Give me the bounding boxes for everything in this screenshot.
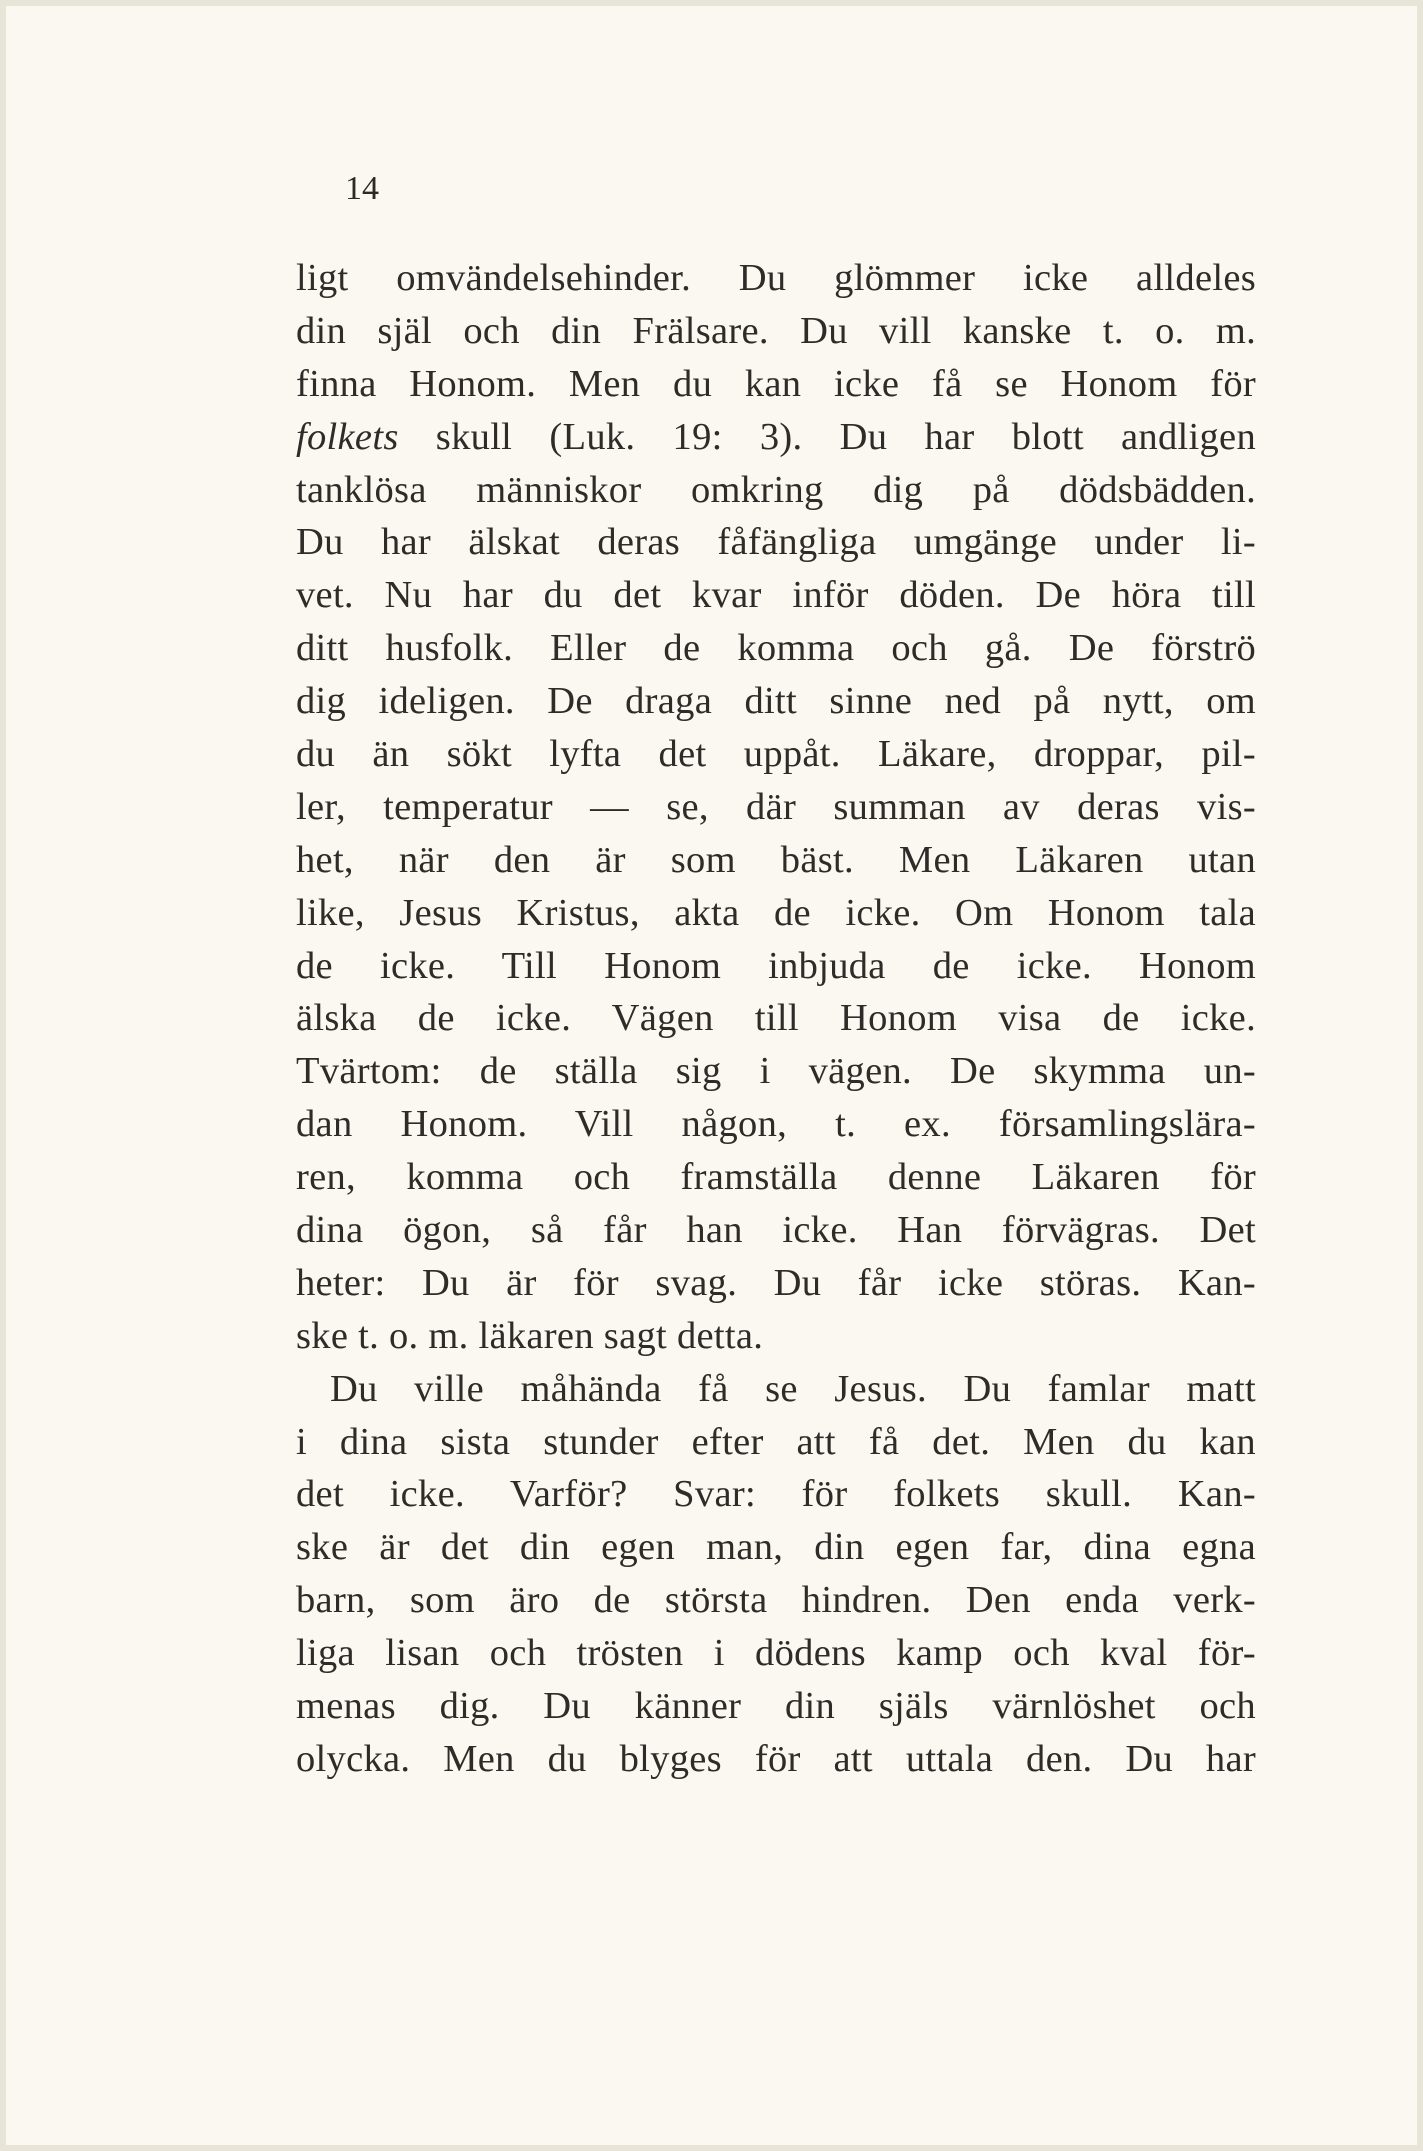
text-line: älska de icke. Vägen till Honom visa de icke. xyxy=(296,997,1256,1040)
text-line: ske är det din egen man, din egen far, dina egna xyxy=(296,1526,1256,1569)
text-line: ren, komma och framställa denne Läkaren för xyxy=(296,1156,1256,1199)
text-line: finna Honom. Men du kan icke få se Honom för xyxy=(296,362,1256,405)
text-line: menas dig. Du känner din själs värnlöshet och xyxy=(296,1685,1256,1728)
italic-word: folkets xyxy=(296,415,399,458)
body-text xyxy=(296,252,1256,1786)
text-line: dina ögon, så får han icke. Han förvägras. Det xyxy=(296,1209,1256,1252)
text-line: tanklösa människor omkring dig på dödsbädden. xyxy=(296,468,1256,511)
text-line: dan Honom. Vill någon, t. ex. församlingslära- xyxy=(296,1103,1256,1146)
text-line: barn, som äro de största hindren. Den enda verk- xyxy=(296,1579,1256,1622)
text-line: olycka. Men du blyges för att uttala den. Du har xyxy=(296,1737,1256,1780)
text-line: ditt husfolk. Eller de komma och gå. De förströ xyxy=(296,627,1256,670)
text-line: liga lisan och trösten i dödens kamp och kval för- xyxy=(296,1632,1256,1675)
text-line: i dina sista stunder efter att få det. Men du kan xyxy=(296,1420,1256,1463)
text-line: ligt omvändelsehinder. Du glömmer icke alldeles xyxy=(296,257,1256,299)
text-line: din själ och din Frälsare. Du vill kanske t. o. m. xyxy=(296,309,1256,352)
text-line: het, när den är som bäst. Men Läkaren utan xyxy=(296,838,1256,881)
text-line: heter: Du är för svag. Du får icke störas. Kan- xyxy=(296,1261,1256,1304)
text-line xyxy=(296,411,1256,464)
text-line: Tvärtom: de ställa sig i vägen. De skymma un- xyxy=(296,1050,1256,1093)
text-line: det icke. Varför? Svar: för folkets skull. Kan- xyxy=(296,1473,1256,1516)
text-line: ler, temperatur — se, där summan av deras vis- xyxy=(296,785,1256,828)
text-line: de icke. Till Honom inbjuda de icke. Honom xyxy=(296,944,1256,987)
text-line: dig ideligen. De draga ditt sinne ned på nytt, om xyxy=(296,680,1256,723)
text-line: ske t. o. m. läkaren sagt detta. xyxy=(296,1314,764,1357)
text-line: Du har älskat deras fåfängliga umgänge under li- xyxy=(296,521,1256,564)
text-fragment: skull (Luk. 19: 3). Du har blott andligen xyxy=(398,415,1256,458)
text-line: du än sökt lyfta det uppåt. Läkare, droppar, pil- xyxy=(296,733,1256,776)
page-number: 14 xyxy=(345,170,379,207)
text-line: like, Jesus Kristus, akta de icke. Om Honom tala xyxy=(296,891,1256,934)
text-line: vet. Nu har du det kvar inför döden. De höra till xyxy=(296,574,1256,617)
text-line: Du ville måhända få se Jesus. Du famlar matt xyxy=(330,1367,1256,1410)
